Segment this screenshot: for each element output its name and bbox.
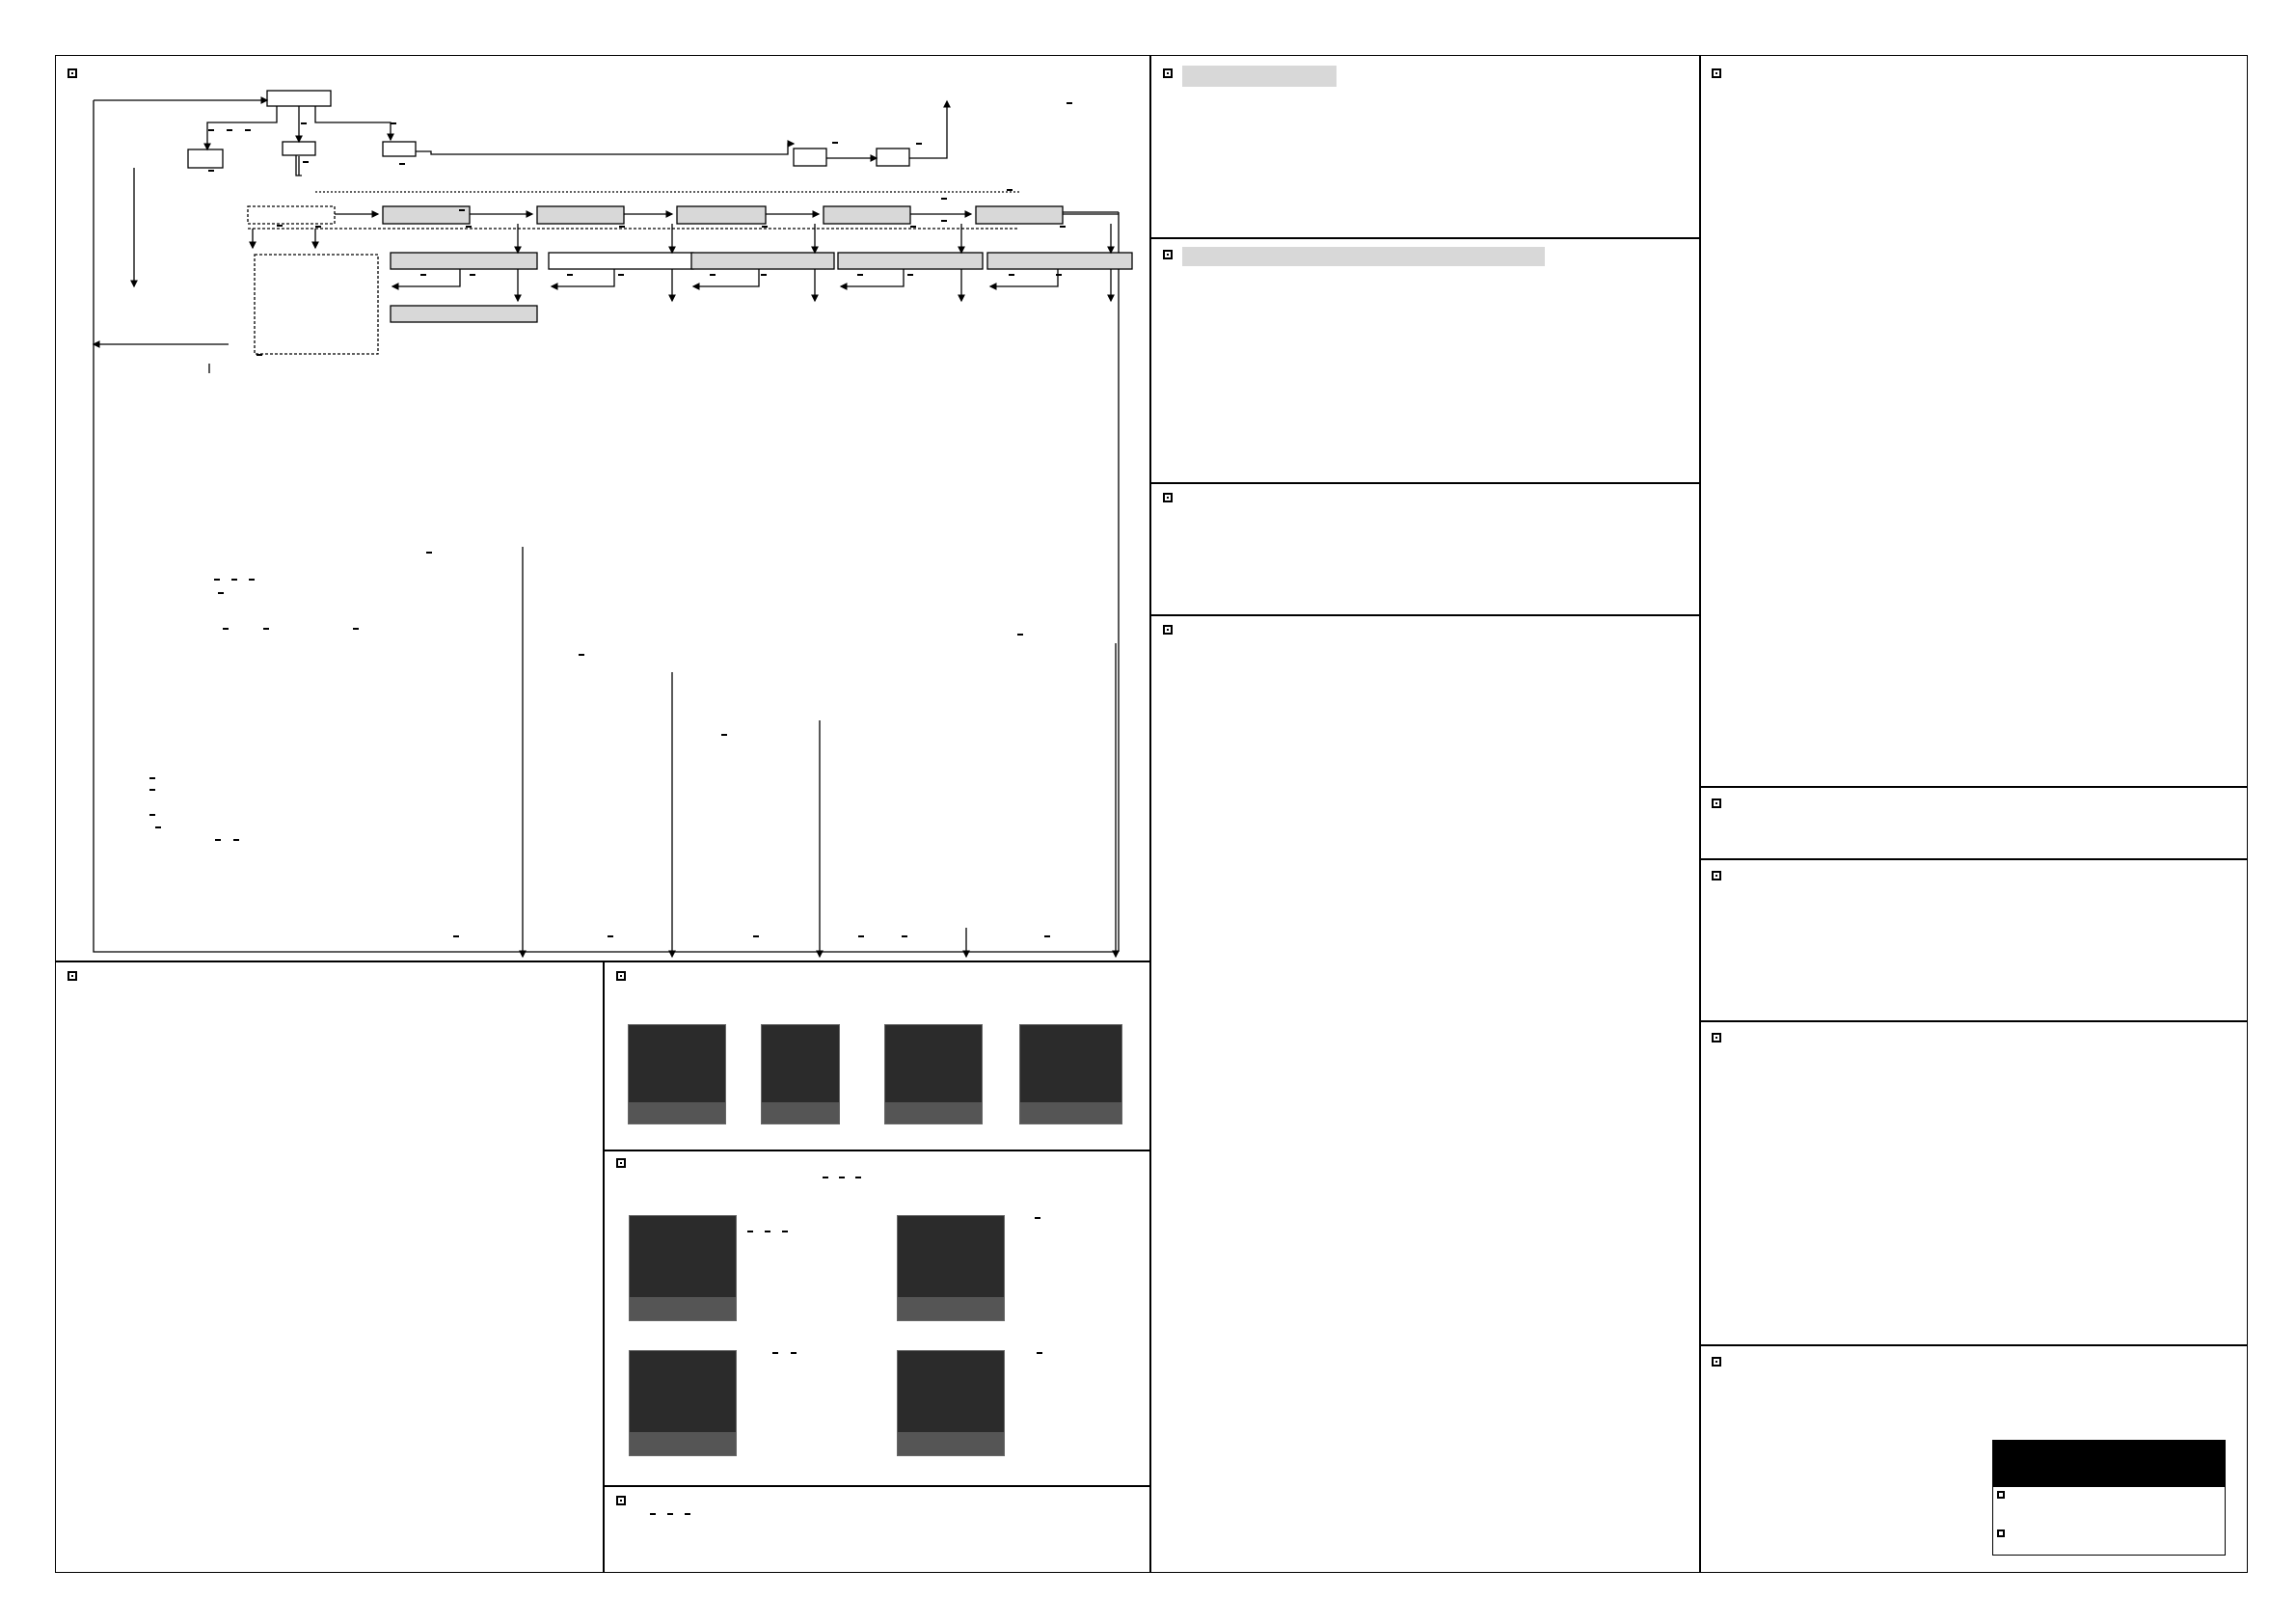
key-bar <box>629 1102 725 1123</box>
panel-center-3 <box>1150 483 1700 615</box>
bullet-lists <box>1707 1374 1842 1567</box>
section-bullet <box>1163 493 1173 502</box>
mode-tag <box>762 226 768 228</box>
mode-tag <box>399 163 405 165</box>
section-bullet <box>616 971 626 981</box>
key-example-4 <box>897 1350 1005 1456</box>
key-bar <box>762 1102 839 1123</box>
down-key-icon <box>839 1177 845 1178</box>
am-tag <box>916 143 922 145</box>
left-key-icon <box>747 1231 753 1232</box>
mode-tag <box>608 935 613 937</box>
right-small-table <box>1711 916 2202 1017</box>
mode-tag <box>155 826 161 828</box>
key-bar <box>898 1297 1004 1320</box>
am-tag <box>223 628 229 630</box>
key-bar <box>630 1297 736 1320</box>
display-ttuo <box>761 1024 840 1124</box>
up-key-icon <box>233 839 239 841</box>
parameter-table-grid <box>66 994 591 1536</box>
up-key-icon <box>249 579 255 581</box>
key-example-1 <box>629 1215 737 1321</box>
down-key-icon <box>277 225 283 227</box>
key-bar <box>1020 1102 1121 1123</box>
section-bullet <box>616 1158 626 1168</box>
left-key-icon <box>208 129 214 131</box>
section-bullet <box>1712 1357 1721 1367</box>
section-bullet <box>1712 68 1721 78</box>
mode-tag <box>208 170 214 172</box>
panel-right-4 <box>1700 1021 2248 1345</box>
down-key-icon <box>667 1513 673 1515</box>
sequence-diagram-1 <box>1269 154 1693 212</box>
mode-tag <box>753 935 759 937</box>
alarm-table <box>1163 659 1691 1507</box>
mode-tag <box>858 935 864 937</box>
section-bullet <box>68 971 77 981</box>
down-key-icon <box>765 1231 770 1232</box>
up-key-icon <box>685 1513 690 1515</box>
am-tag <box>353 628 359 630</box>
down-key-icon <box>772 1352 778 1354</box>
sequence-diagram-2 <box>1160 336 1613 422</box>
mode-tag <box>470 274 475 276</box>
left-key-icon <box>650 1513 656 1515</box>
up-key-icon <box>782 1231 788 1232</box>
down-key-icon <box>941 220 947 222</box>
parameter-flow-diagram <box>55 55 1150 961</box>
mode-tag <box>907 274 913 276</box>
section-bullet <box>1712 1033 1721 1042</box>
mode-tag <box>1067 102 1072 104</box>
mode-tag <box>910 226 916 228</box>
mode-tag <box>1056 274 1062 276</box>
display-ecrk <box>884 1024 983 1124</box>
mode-tag <box>721 734 727 736</box>
section-bullet <box>1712 871 1721 880</box>
panel-right-2 <box>1700 787 2248 859</box>
key-bar <box>630 1432 736 1455</box>
mode-tag <box>1044 935 1050 937</box>
up-key-icon <box>459 209 465 211</box>
mode-tag <box>218 592 224 594</box>
key-bar <box>898 1432 1004 1455</box>
mode-tag <box>1009 274 1014 276</box>
mode-tag <box>149 777 155 779</box>
mode-tag <box>1037 1352 1042 1354</box>
up-key-icon <box>245 129 251 131</box>
brand-banner <box>1992 1440 2226 1486</box>
mode-tag <box>857 274 863 276</box>
section-bullet <box>1163 250 1173 259</box>
address-box <box>1992 1486 2226 1556</box>
mode-tag <box>303 161 309 163</box>
mode-tag <box>902 935 907 937</box>
mode-tag <box>420 274 426 276</box>
mode-tag <box>466 226 472 228</box>
section-bullet <box>1163 625 1173 635</box>
mode-tag <box>567 274 573 276</box>
down-key-icon <box>231 579 237 581</box>
address-bullet <box>1997 1529 2005 1537</box>
section-bullet <box>1712 798 1721 808</box>
panel-key-note <box>604 1486 1150 1573</box>
mode-tag <box>618 274 624 276</box>
mode-tag <box>453 935 459 937</box>
mode-tag <box>710 274 716 276</box>
mode-tag <box>315 226 321 228</box>
mode-tag <box>579 654 584 656</box>
mode-tag <box>619 226 625 228</box>
left-key-icon <box>214 579 220 581</box>
key-example-2 <box>897 1215 1005 1321</box>
up-key-icon <box>791 1352 797 1354</box>
mode-tag <box>149 814 155 816</box>
mode-tag <box>1017 634 1023 636</box>
right-tables <box>1716 104 2237 779</box>
mode-tag <box>761 274 767 276</box>
mode-tag <box>301 122 307 124</box>
up-key-icon <box>941 198 947 200</box>
am-tag <box>391 122 396 124</box>
section-title-bar <box>1182 247 1545 266</box>
section-title-bar <box>1182 66 1337 87</box>
key-example-3 <box>629 1350 737 1456</box>
display-full <box>628 1024 726 1124</box>
down-key-icon <box>227 129 232 131</box>
mode-tag <box>1060 226 1066 228</box>
mode-tag <box>149 789 155 791</box>
up-key-icon <box>1007 189 1013 191</box>
key-bar <box>885 1102 982 1123</box>
down-key-icon <box>215 839 221 841</box>
mode-tag <box>426 552 432 554</box>
up-key-icon <box>855 1177 861 1178</box>
am-tag <box>832 142 838 144</box>
display-oper <box>1019 1024 1122 1124</box>
section-bullet <box>1163 68 1173 78</box>
left-key-icon <box>1035 1217 1040 1219</box>
mode-tag <box>257 354 262 356</box>
section-bullet <box>616 1496 626 1505</box>
left-key-icon <box>823 1177 828 1178</box>
mode-tag <box>263 628 269 630</box>
address-bullet <box>1997 1491 2005 1499</box>
